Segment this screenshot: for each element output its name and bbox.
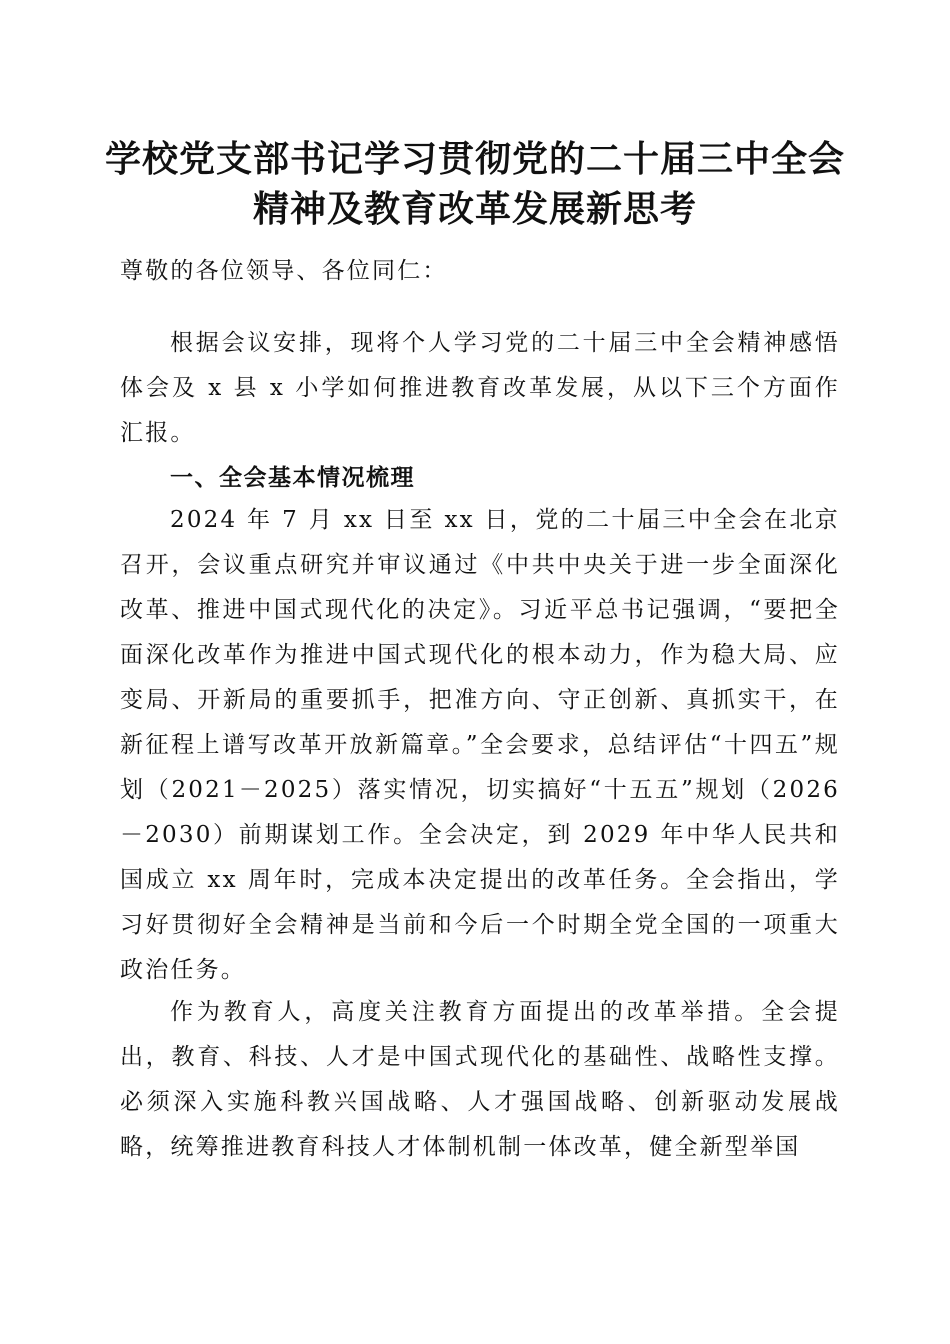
salutation: 尊敬的各位领导、各位同仁： [120,258,448,284]
session-overview-paragraph: 2024 年 7 月 xx 日至 xx 日，党的二十届三中全会在北京召开，会议重点研究并审议通过《中共中央关于进一步全面深化改革、推进中国式现代化的决定》。习近平总书记强调，“要把全面深化改革作为推进中国式现代化的根本动力，作为稳大局、应变局、开新局的重要抓手，把准方向、守正创新、真抓实干，在新征程上谱写改革开放新篇章。”全会要求，总结评估“十四五”规划（2021－2025）落实情况，切实搞好“十五五”规划（2026－2030）前期谋划工作。全会决定，到 2029 年中华人民共和国成立 xx 周年时，完成本决定提出的改革任务。全会指出，学习好贯彻好全会精神是当前和今后一个时期全党全国的一项重大政治任务。 [120,507,840,983]
education-reform-paragraph: 作为教育人，高度关注教育方面提出的改革举措。全会提出，教育、科技、人才是中国式现代化的基础性、战略性支撑。必须深入实施科教兴国战略、人才强国战略、创新驱动发展战略，统筹推进教育科技人才体制机制一体改革，健全新型举国 [120,999,840,1160]
intro-paragraph: 根据会议安排，现将个人学习党的二十届三中全会精神感悟体会及 x 县 x 小学如何推进教育改革发展，从以下三个方面作汇报。 [120,330,840,446]
document-title-line-2: 精神及教育改革发展新思考 [252,188,697,230]
document-title-line-1: 学校党支部书记学习贯彻党的二十届三中全会 [104,138,845,180]
section-heading-1: 一、全会基本情况梳理 [170,465,415,491]
